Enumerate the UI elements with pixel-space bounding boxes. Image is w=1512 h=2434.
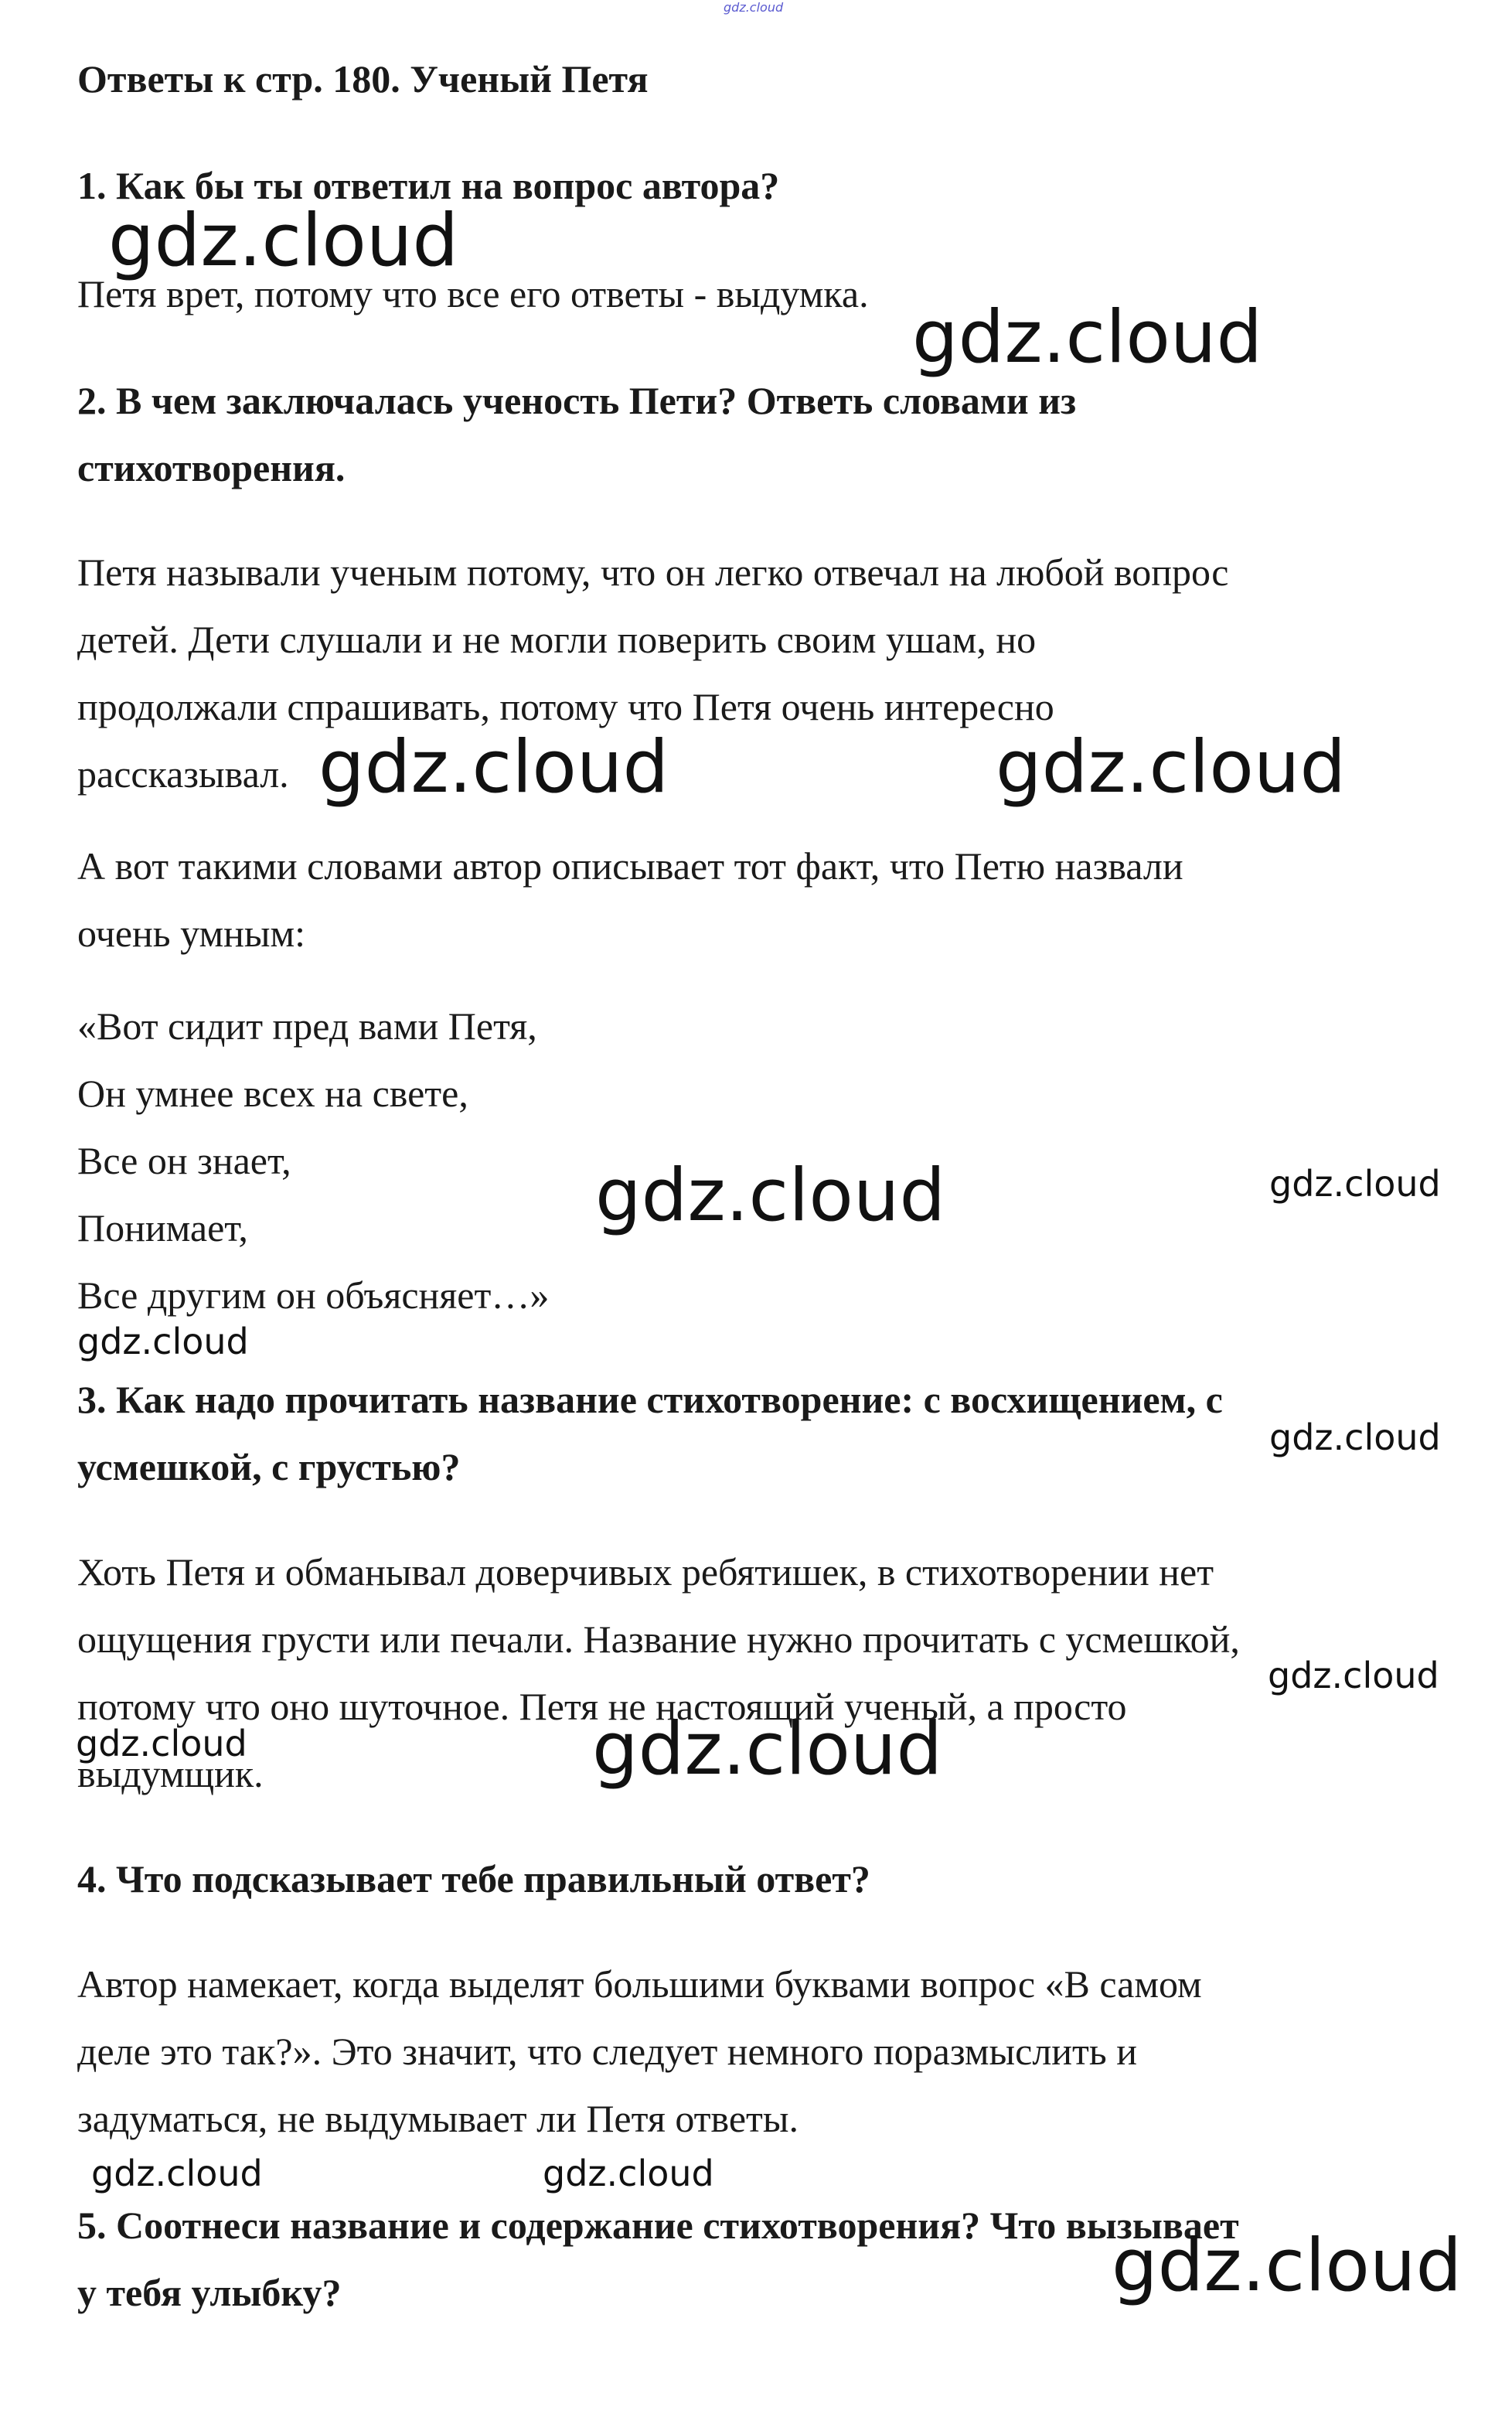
answer-2-line-1: Петя называли ученым потому, что он легко отвечал на любой вопрос [77, 551, 1229, 594]
answer-2-line-5: А вот такими словами автор описывает тот факт, что Петю назвали [77, 844, 1183, 888]
answer-4-line-2: деле это так?». Это значит, что следует немного поразмыслить и [77, 2030, 1137, 2073]
question-2-line-1: 2. В чем заключалась ученость Пети? Ответь словами из [77, 379, 1077, 422]
answer-3-line-3: потому что оно шуточное. Петя не настоящий ученый, а просто [77, 1685, 1127, 1728]
quote-line-4: Понимает, [77, 1206, 248, 1249]
answer-2-line-6: очень умным: [77, 912, 305, 955]
watermark: gdz.cloud [996, 725, 1347, 810]
quote-line-2: Он умнее всех на свете, [77, 1072, 468, 1115]
answer-2-line-2: детей. Дети слушали и не могли поверить своим ушам, но [77, 618, 1037, 661]
answer-2-line-3: продолжали спрашивать, потому что Петя очень интересно [77, 685, 1054, 728]
watermark: gdz.cloud [595, 1154, 946, 1238]
question-1: 1. Как бы ты ответил на вопрос автора? [77, 164, 780, 207]
watermark: gdz.cloud [1269, 1416, 1441, 1458]
watermark: gdz.cloud [318, 725, 669, 810]
watermark: gdz.cloud [543, 2153, 714, 2194]
quote-line-1: «Вот сидит пред вами Петя, [77, 1004, 537, 1048]
watermark: gdz.cloud [592, 1707, 943, 1791]
question-5-line-1: 5. Соотнеси название и содержание стихотворения? Что вызывает [77, 2204, 1239, 2247]
answer-4-line-3: задуматься, не выдумывает ли Петя ответы. [77, 2097, 799, 2140]
quote-line-3: Все он знает, [77, 1139, 291, 1182]
question-5-line-2: у тебя улыбку? [77, 2271, 342, 2314]
answer-3-line-2: ощущения грусти или печали. Название нужно прочитать с усмешкой, [77, 1618, 1240, 1661]
question-4: 4. Что подсказывает тебе правильный ответ? [77, 1857, 870, 1900]
question-2-line-2: стихотворения. [77, 446, 346, 489]
answer-3-line-1: Хоть Петя и обманывал доверчивых ребятишек, в стихотворении нет [77, 1550, 1214, 1594]
answer-2-line-4: рассказывал. [77, 752, 289, 796]
answer-4-line-1: Автор намекает, когда выделят большими буквами вопрос «В самом [77, 1962, 1202, 2006]
watermark: gdz.cloud [108, 199, 459, 283]
watermark: gdz.cloud [77, 1321, 249, 1362]
quote-line-5: Все другим он объясняет…» [77, 1273, 550, 1317]
answer-3-line-4: выдумщик. [77, 1752, 264, 1795]
watermark: gdz.cloud [1112, 2224, 1463, 2308]
watermark: gdz.cloud [912, 295, 1263, 380]
watermark: gdz.cloud [91, 2153, 263, 2194]
answer-1-line-1: Петя врет, потому что все его ответы - выдумка. [77, 272, 869, 315]
watermark: gdz.cloud [76, 1723, 247, 1764]
question-3-line-1: 3. Как надо прочитать название стихотворение: с восхищением, с [77, 1378, 1223, 1421]
question-3-line-2: усмешкой, с грустью? [77, 1445, 461, 1488]
watermark: gdz.cloud [1269, 1163, 1441, 1205]
watermark: gdz.cloud [1268, 1655, 1439, 1696]
top-watermark: gdz.cloud [724, 0, 784, 15]
page-title: Ответы к стр. 180. Ученый Петя [77, 57, 649, 101]
